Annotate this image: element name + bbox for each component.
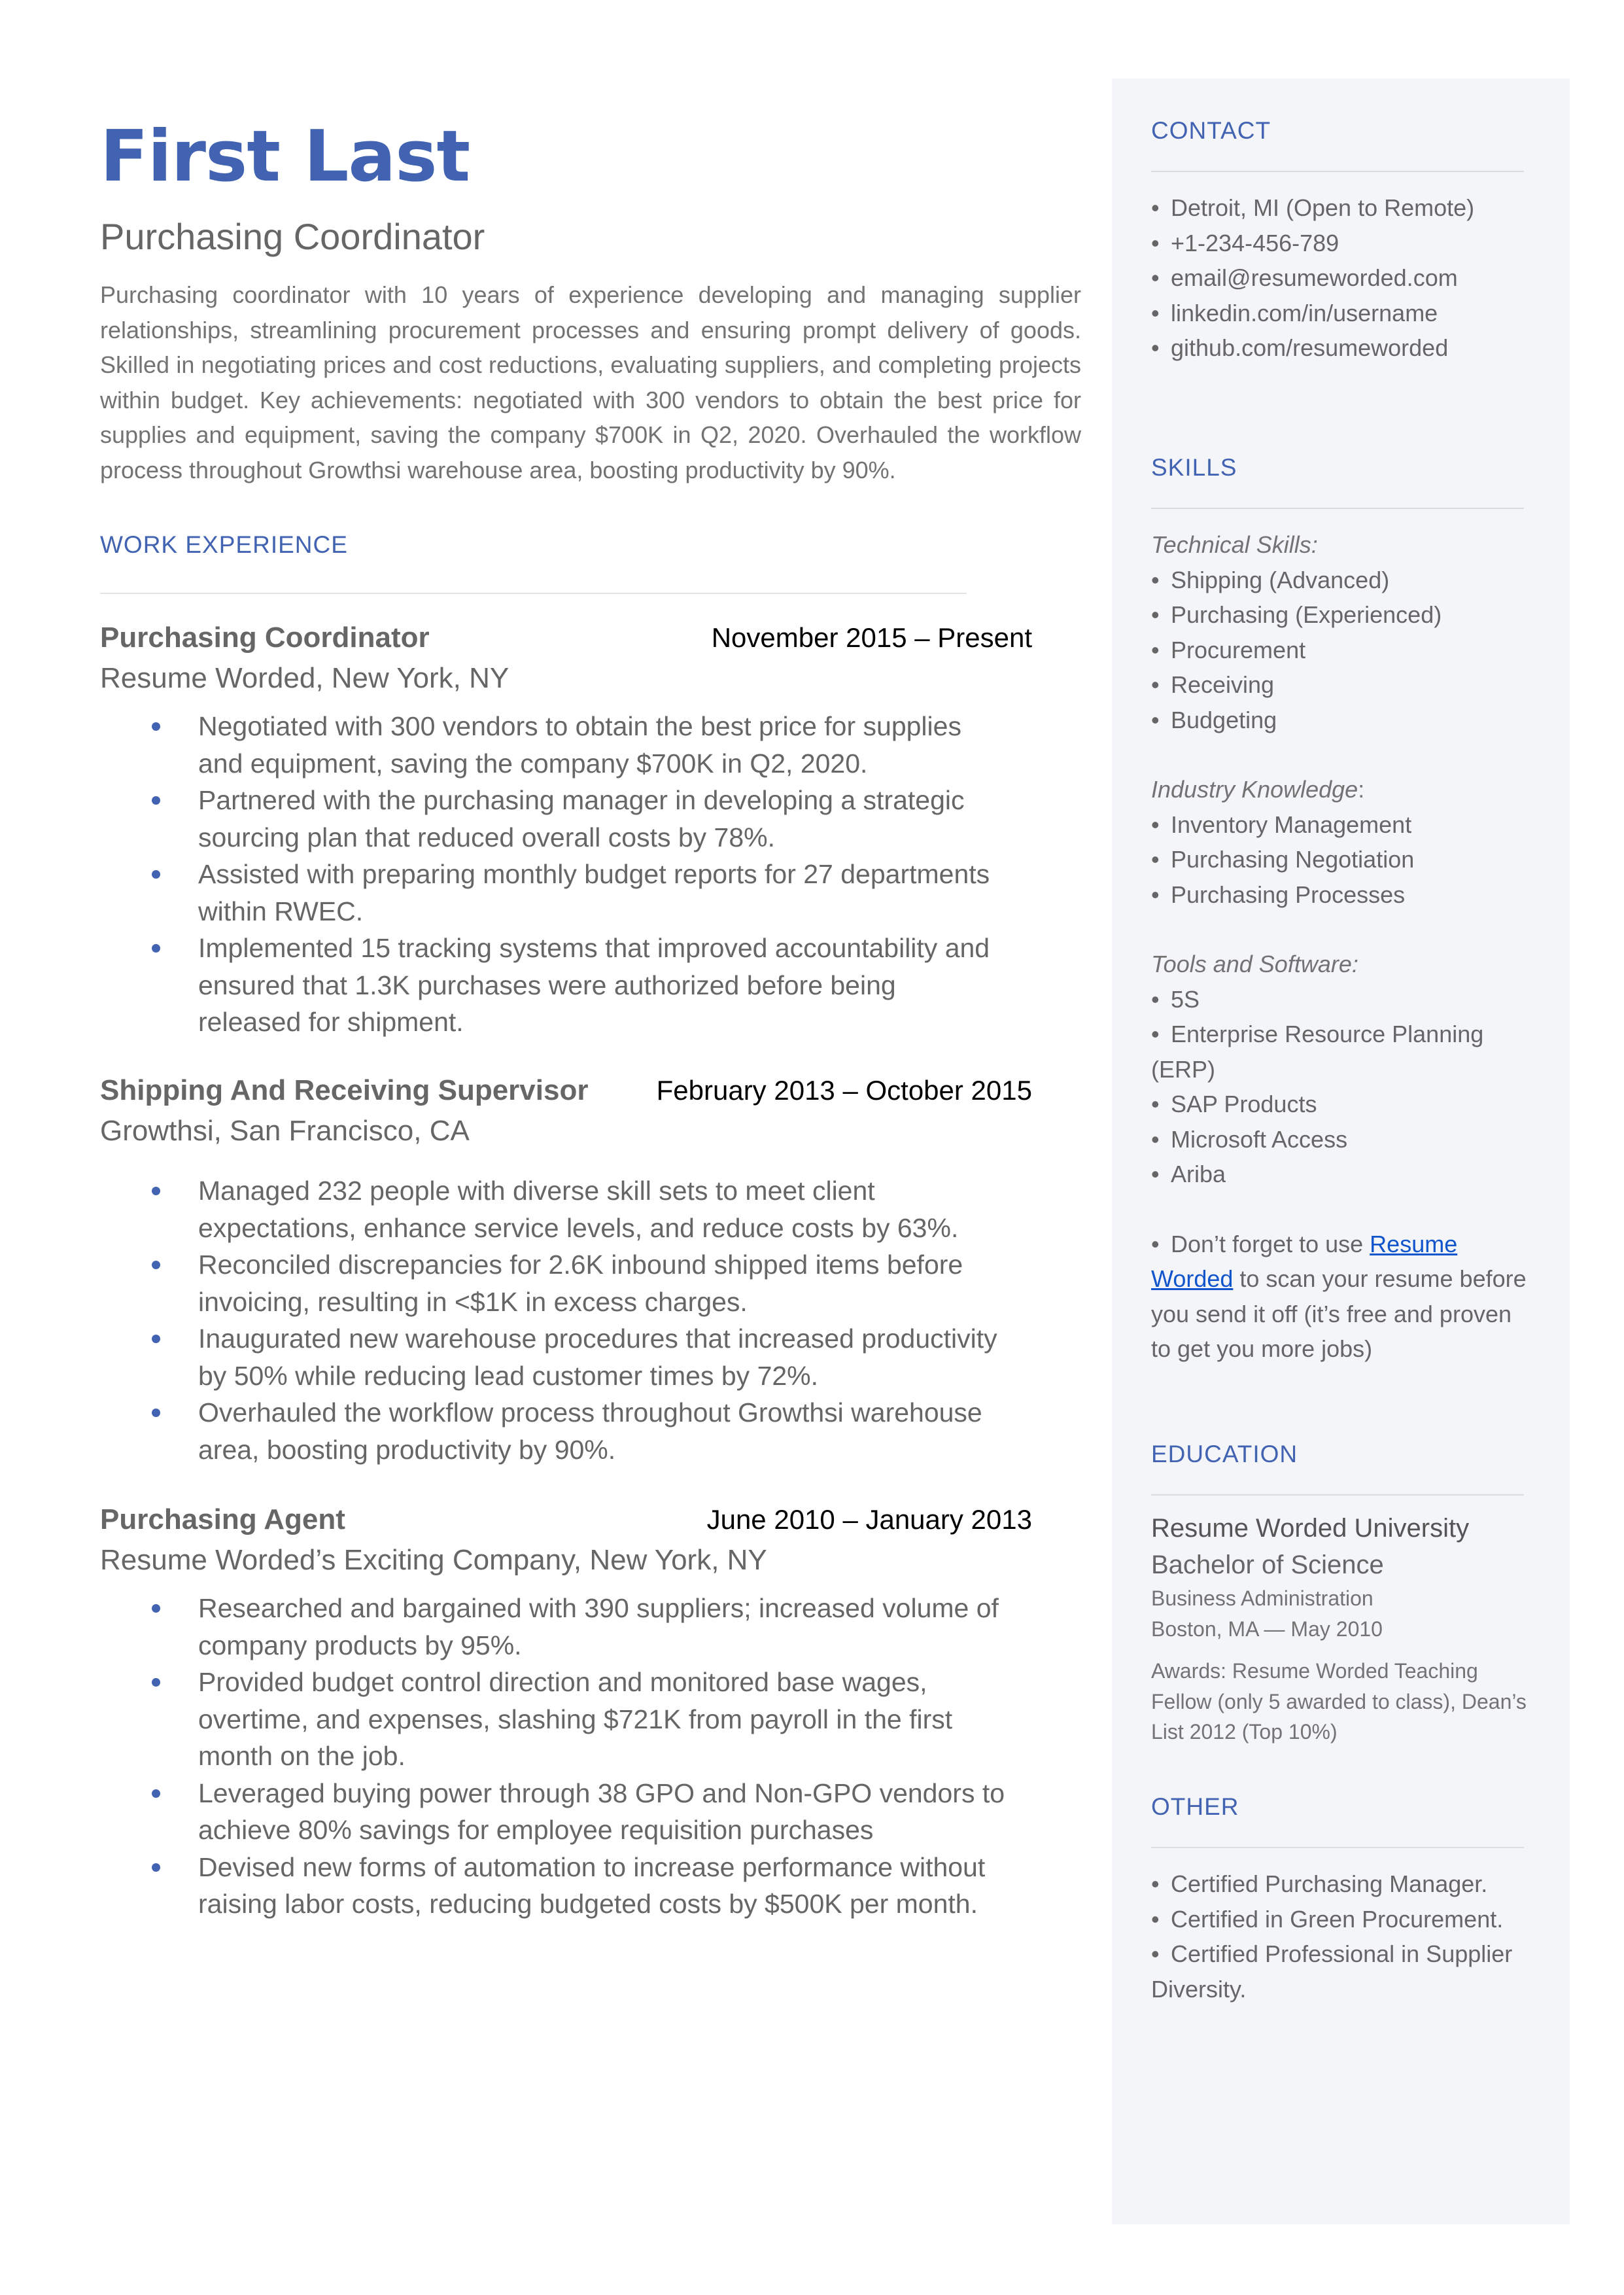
job-company: Growthsi, San Francisco, CA <box>100 1115 470 1147</box>
job-bullet: Partnered with the purchasing manager in developing a strategic sourcing plan that reduced overall costs by 78%. <box>100 782 1032 856</box>
education-location-date: Boston, MA — May 2010 <box>1151 1617 1383 1641</box>
contact-email: • email@resumeworded.com <box>1151 260 1530 296</box>
job-header <box>100 618 1032 658</box>
bullet-icon: • <box>1151 1905 1160 1933</box>
major: Business Administration <box>1151 1586 1373 1610</box>
bullet-dot-icon <box>152 1187 160 1195</box>
skill-item: • Shipping (Advanced) <box>1151 563 1530 598</box>
job-bullet: Devised new forms of automation to increase performance without raising labor costs, reducing budgeted costs by $500K per month. <box>100 1849 1032 1923</box>
skill-item: • Enterprise Resource Planning (ERP) <box>1151 1017 1530 1087</box>
job-company: Resume Worded’s Exciting Company, New York, NY <box>100 1544 767 1576</box>
bullet-icon: • <box>1151 1161 1160 1187</box>
section-divider <box>1151 1847 1524 1848</box>
job-entry <box>100 1070 1032 1468</box>
bullet-dot-icon <box>152 1789 160 1798</box>
tools-software-label: Tools and Software: <box>1151 951 1358 977</box>
resume-worded-promo: • Don’t forget to use Resume Worded to scan your resume before you send it off (it’s free and proven to get you more jobs) <box>1151 1227 1530 1367</box>
contact-github: • github.com/resumeworded <box>1151 330 1530 366</box>
bullet-icon: • <box>1151 194 1160 221</box>
resume-header <box>100 111 1081 487</box>
sidebar <box>1112 79 1570 2224</box>
job-entry <box>100 618 1032 1041</box>
job-bullets <box>100 1172 1032 1468</box>
candidate-title: Purchasing Coordinator <box>100 216 485 257</box>
bullet-icon: • <box>1151 229 1160 256</box>
bullet-icon: • <box>1151 299 1160 326</box>
bullet-icon: • <box>1151 566 1160 593</box>
job-dates: February 2013 – October 2015 <box>656 1075 1032 1106</box>
job-bullet: Reconciled discrepancies for 2.6K inbound shipped items before invoicing, resulting in <$1K in excess charges. <box>100 1246 1032 1320</box>
bullet-dot-icon <box>152 870 160 879</box>
bullet-icon: • <box>1151 881 1160 908</box>
job-bullet: Researched and bargained with 390 suppliers; increased volume of company products by 95%. <box>100 1590 1032 1664</box>
bullet-dot-icon <box>152 722 160 731</box>
certification-item: • Certified Purchasing Manager. <box>1151 1866 1530 1902</box>
job-bullets <box>100 708 1032 1041</box>
bullet-icon: • <box>1151 1125 1160 1153</box>
bullet-dot-icon <box>152 1678 160 1687</box>
bullet-icon: • <box>1151 264 1160 291</box>
skill-item: • Purchasing Negotiation <box>1151 842 1530 877</box>
tools-software-list <box>1151 982 1530 1192</box>
bullet-icon: • <box>1151 601 1160 628</box>
education-awards: Awards: Resume Worded Teaching Fellow (only 5 awarded to class), Dean’s List 2012 (Top 10%) <box>1151 1659 1527 1743</box>
section-divider <box>100 593 967 594</box>
bullet-icon: • <box>1151 985 1160 1013</box>
bullet-icon: • <box>1151 811 1160 838</box>
bullet-dot-icon <box>152 1261 160 1269</box>
other-section <box>1151 1791 1530 2006</box>
skill-item: • Inventory Management <box>1151 807 1530 843</box>
other-heading: OTHER <box>1151 1793 1239 1820</box>
job-bullet: Assisted with preparing monthly budget reports for 27 departments within RWEC. <box>100 856 1032 930</box>
skills-section <box>1151 451 1530 1367</box>
bullet-icon: • <box>1151 706 1160 733</box>
certification-item: • Certified Professional in Supplier Diversity. <box>1151 1936 1530 2006</box>
bullet-dot-icon <box>152 944 160 953</box>
bullet-icon: • <box>1151 846 1160 873</box>
skill-item: • 5S <box>1151 982 1530 1017</box>
industry-knowledge-label: Industry Knowledge: <box>1151 776 1365 803</box>
skill-item: • Receiving <box>1151 667 1530 703</box>
bullet-icon: • <box>1151 1091 1160 1117</box>
job-bullet: Negotiated with 300 vendors to obtain the best price for supplies and equipment, saving the company $700K in Q2, 2020. <box>100 708 1032 782</box>
bullet-icon: • <box>1151 1940 1160 1967</box>
contact-linkedin: • linkedin.com/in/username <box>1151 296 1530 331</box>
skill-item: • Budgeting <box>1151 703 1530 738</box>
section-divider <box>1151 1494 1524 1496</box>
job-bullet: Leveraged buying power through 38 GPO and Non-GPO vendors to achieve 80% savings for employee requisition purchases <box>100 1775 1032 1849</box>
section-divider <box>1151 508 1524 509</box>
skill-item: • Procurement <box>1151 633 1530 668</box>
resume-worded-link[interactable]: Resume Worded <box>1151 1230 1458 1292</box>
contact-phone: • +1-234-456-789 <box>1151 226 1530 261</box>
job-bullet: Overhauled the workflow process throughout Growthsi warehouse area, boosting productivity by 90%. <box>100 1394 1032 1468</box>
skills-body <box>1151 527 1530 1367</box>
industry-knowledge-list <box>1151 807 1530 913</box>
bullet-icon: • <box>1151 671 1160 698</box>
contact-section <box>1151 114 1530 366</box>
job-dates: November 2015 – Present <box>711 622 1032 653</box>
contact-location: • Detroit, MI (Open to Remote) <box>1151 190 1530 226</box>
job-bullets <box>100 1590 1032 1923</box>
job-company: Resume Worded, New York, NY <box>100 662 510 694</box>
bullet-icon: • <box>1151 334 1160 361</box>
job-bullet: Implemented 15 tracking systems that improved accountability and ensured that 1.3K purchases were authorized before being released for shipment. <box>100 930 1032 1041</box>
section-divider <box>1151 171 1524 172</box>
skill-item: • SAP Products <box>1151 1087 1530 1122</box>
bullet-dot-icon <box>152 1863 160 1872</box>
work-experience-heading: WORK EXPERIENCE <box>100 531 348 558</box>
bullet-icon: • <box>1151 1870 1160 1897</box>
bullet-dot-icon <box>152 1409 160 1417</box>
skill-item: • Ariba <box>1151 1157 1530 1192</box>
technical-skills-label: Technical Skills: <box>1151 531 1318 558</box>
skill-item: • Purchasing (Experienced) <box>1151 597 1530 633</box>
education-entry <box>1151 1510 1530 1747</box>
job-bullet: Inaugurated new warehouse procedures that increased productivity by 50% while reducing lead customer times by 72%. <box>100 1320 1032 1394</box>
degree: Bachelor of Science <box>1151 1550 1384 1579</box>
school-name: Resume Worded University <box>1151 1514 1470 1543</box>
candidate-name: First Last <box>100 116 470 198</box>
bullet-icon: • <box>1151 1230 1160 1257</box>
education-heading: EDUCATION <box>1151 1441 1298 1467</box>
contact-heading: CONTACT <box>1151 117 1271 144</box>
job-role: Purchasing Agent <box>100 1503 345 1535</box>
bullet-dot-icon <box>152 796 160 805</box>
bullet-icon: • <box>1151 1021 1160 1047</box>
job-header <box>100 1070 1032 1111</box>
job-bullet: Managed 232 people with diverse skill sets to meet client expectations, enhance service levels, and reduce costs by 63%. <box>100 1172 1032 1246</box>
job-role: Purchasing Coordinator <box>100 622 430 654</box>
bullet-icon: • <box>1151 636 1160 663</box>
technical-skills-list <box>1151 563 1530 738</box>
summary-paragraph: Purchasing coordinator with 10 years of experience developing and managing supplier relationships, streamlining procurement processes and ensuring prompt delivery of goods. Skilled in negotiating prices and cost reductions, evaluating suppliers, and completing projects within budget. Key achievements: negotiated with 300 vendors to obtain the best price for supplies and equipment, saving the company $700K in Q2, 2020. Overhauled the workflow process throughout Growthsi warehouse area, boosting productivity by 90%. <box>100 281 1081 483</box>
job-header <box>100 1499 1032 1540</box>
skill-item: • Purchasing Processes <box>1151 877 1530 913</box>
contact-list <box>1151 190 1530 366</box>
certification-item: • Certified in Green Procurement. <box>1151 1902 1530 1937</box>
education-section <box>1151 1438 1530 1747</box>
skill-item: • Microsoft Access <box>1151 1122 1530 1157</box>
job-dates: June 2010 – January 2013 <box>706 1504 1032 1535</box>
job-bullet: Provided budget control direction and monitored base wages, overtime, and expenses, slashing $721K from payroll in the first month on the job. <box>100 1664 1032 1775</box>
other-list <box>1151 1866 1530 2006</box>
bullet-dot-icon <box>152 1604 160 1613</box>
bullet-dot-icon <box>152 1335 160 1343</box>
skills-heading: SKILLS <box>1151 454 1237 481</box>
job-entry <box>100 1499 1032 1923</box>
job-role: Shipping And Receiving Supervisor <box>100 1074 589 1106</box>
